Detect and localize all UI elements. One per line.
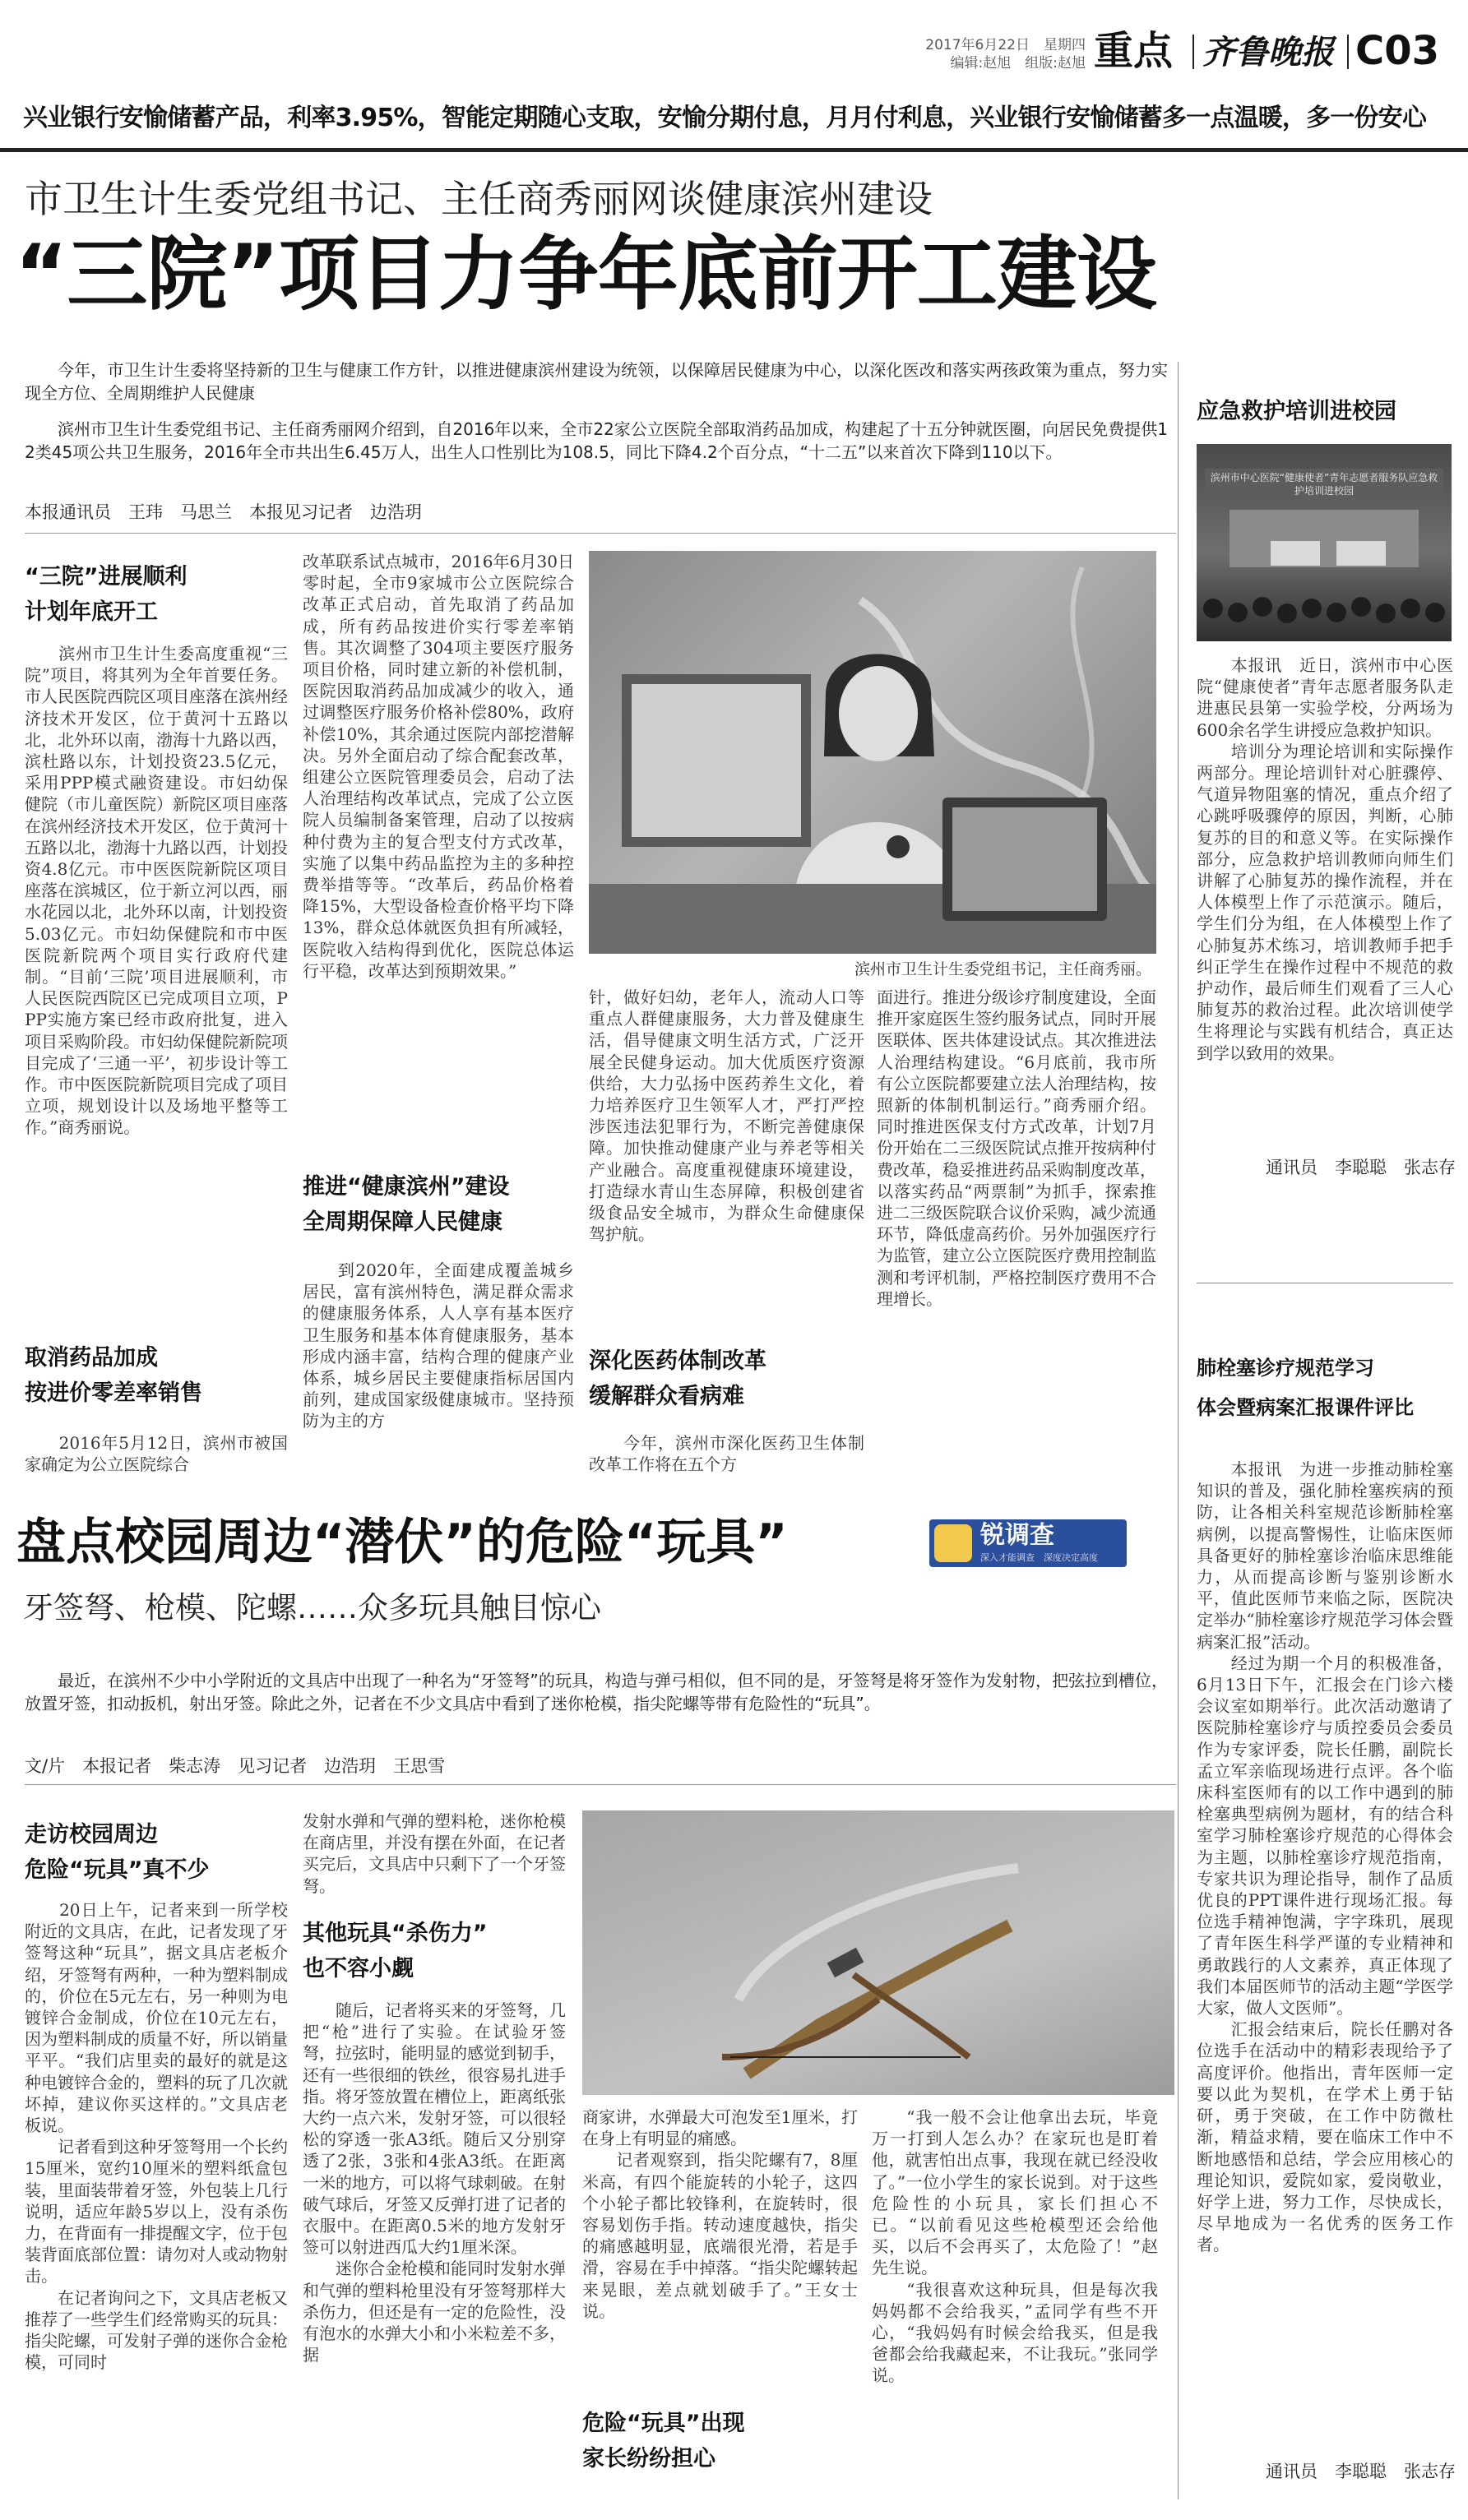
article1-col3-text: 针，做好妇幼，老年人，流动人口等重点人群健康服务，大力普及健康生活，倡导健康文明生活方式，广泛开展全民健身运动。加大优质医疗资源供给，大力弘扬中医药养生文化，着力培养医疗卫生领军人才，严打严控涉医违法犯罪行为，不断完善健康保障。加快推动健康产业与养老等相关产业融合。高度重视健康环境建设，打造绿水青山生态屏障，积极创建省级食品安全城市，为群众生命健康保驾护航。 [589, 987, 864, 1245]
article1-col3-tail: 今年，滨州市深化医药卫生体制改革工作将在五个方 [589, 1433, 864, 1475]
sidebar2-credit: 通讯员 李聪聪 张志存 [1266, 2462, 1456, 2481]
article2-col2-text: 发射水弹和气弹的塑料枪，迷你枪模在商店里，并没有摆在外面，在记者买完后，文具店中只剩下了一个牙签弩。 [303, 1811, 566, 1896]
article2-headline: 盘点校园周边“潜伏”的危险“玩具” [16, 1514, 788, 1571]
ad-banner: 兴业银行安愉储蓄产品，利率3.95%，智能定期随心支取，安愉分期付息，月月付利息，兴业银行安愉储蓄多一点温暖，多一份安心 [23, 104, 1427, 132]
masthead-divider [1347, 35, 1349, 69]
article2-col1-text: 20日上午，记者来到一所学校附近的文具店，在此，记者发现了牙签弩这种“玩具”，据文具店老板介绍，牙签弩有两种，一种为塑料制成的，价位在5元左右，另一种则为电镀锌合金制成，价位在10元左右，因为塑料制成的质量不好，所以销量平平。“我们店里卖的最好的就是这种电镀锌合金的，塑料的玩了几次就坏掉，建议你买这样的。”文具店老板说。 记者看到这种牙签弩用一个长约15厘米，宽约10厘米的塑料纸盒包装，里面装带着牙签，外包装上几行说明，适应年龄5岁以上，没有杀伤力，在背面有一排提醒文字，位于包装背面底部位置：请勿对人或动物射击。 在记者询问之下，文具店老板又推荐了一些学生们经常购买的玩具：指尖陀螺，可发射子弹的迷你合金枪模，可同时 [25, 1900, 288, 2373]
article1-kicker: 市卫生计生委党组书记、主任商秀丽网谈健康滨州建设 [25, 177, 933, 221]
article2-byline: 文/片 本报记者 柴志涛 见习记者 边浩玥 王思雪 [25, 1756, 446, 1776]
article2-byline-rule [25, 1784, 1176, 1785]
page-code: C03 [1355, 28, 1440, 74]
article1-headline: “三院”项目力争年底前开工建设 [15, 228, 1156, 321]
article2-subhead: 牙签弩、枪模、陀螺……众多玩具触目惊心 [23, 1590, 601, 1625]
article2-subhead-1: 走访校园周边 危险“玩具”真不少 [25, 1822, 210, 1883]
sidebar1-photo [1197, 444, 1452, 641]
article1-lead-p2: 滨州市卫生计生委党组书记、主任商秀丽网介绍到，自2016年以来，全市22家公立医院全部取消药品加成，构建起了十五分钟就医圈，向居民免费提供12类45项公共卫生服务，2016年全市共出生6.45万人，出生人口性别比为108.5，同比下降4.2个百分点，“十二五”以来首次下降到110以下。 [25, 419, 1168, 462]
article1-subhead-4: 深化医药体制改革 缓解群众看病难 [589, 1348, 766, 1409]
article1-subhead-2: 取消药品加成 按进价零差率销售 [25, 1345, 202, 1406]
article2-toy-crossbow-photo [582, 1810, 1174, 2095]
article1-col1-tail: 2016年5月12日，滨州市被国家确定为公立医院综合 [25, 1433, 288, 1475]
article1-lead-p1: 今年，市卫生计生委将坚持新的卫生与健康工作方针，以推进健康滨州建设为统领，以保障居民健康为中心，以深化医改和落实两孩政策为重点，努力实现全方位、全周期维护人民健康 [25, 360, 1168, 403]
article1-col2-text: 改革联系试点城市，2016年6月30日零时起，全市9家城市公立医院综合改革正式启动，首先取消了药品加成，所有药品按进价实行零差率销售。其次调整了304项主要医疗服务项目价格，同时建立新的补偿机制，医院因取消药品加成减少的收入，通过调整医疗服务价格补偿80%，政府补偿10%，其余通过医院内部挖潜解决。另外全面启动了综合配套改革，组建公立医院管理委员会，启动了法人治理结构改革试点，完成了公立医院人员编制备案管理，启动了以按病种付费为主的复合型支付方式改革，实施了以集中药品监控为主的多种控费举措等等。“改革后，药品价格着降15%，大型设备检查价格平均下降13%，群众总体就医负担有所减轻，医院收入结构得到优化，医院总体运行平稳，改革达到预期效果。” [303, 552, 574, 981]
banner-rule [0, 148, 1468, 152]
sidebar1-body: 本报讯 近日，滨州市中心医院“健康使者”青年志愿者服务队走进惠民县第一实验学校，分两场为600余名学生讲授应急救护知识。 培训分为理论培训和实际操作两部分。理论培训针对心脏骤停、气道异物阻塞的情况，重点介绍了心跳呼吸骤停的原因，判断，心肺复苏的目的和意义等。在实际操作部分，应急救护培训教师向师生们讲解了心肺复苏的操作流程，并在人体模型上作了示范演示。随后，学生们分为组，在人体模型上作了心肺复苏术练习，培训教师手把手纠正学生在操作过程中不规范的救护动作，最后师生们观看了三人心肺复苏的救治过程。此次培训使学生将理论与实践有机结合，真正达到学以致用的效果。 [1197, 655, 1453, 1063]
article2-subhead-2: 其他玩具“杀伤力” 也不容小觑 [303, 1921, 488, 1981]
section-label: 重点 [1094, 28, 1174, 74]
article1-photo-caption: 滨州市卫生计生委党组书记，主任商秀丽。 [854, 960, 1151, 978]
byline-rule [25, 533, 1176, 534]
page-date: 2017年6月22日 星期四 [925, 37, 1086, 53]
article1-subhead-1: “三院”进展顺利 计划年底开工 [25, 564, 188, 625]
article2-lead: 最近，在滨州不少中小学附近的文具店中出现了一种名为“牙签弩”的玩具，构造与弹弓相似，但不同的是，牙签弩是将牙签作为发射物，把弦拉到槽位，放置牙签，扣动扳机，射出牙签。除此之外，记者在不少文具店中看到了迷你枪模，指尖陀螺等带有危险性的“玩具”。 [25, 1671, 1168, 1713]
sidebar1-credit: 通讯员 李聪聪 张志存 [1266, 1158, 1456, 1177]
article1-byline: 本报通讯员 王玮 马思兰 本报见习记者 边浩玥 [25, 502, 422, 522]
paper-name: 齐鲁晚报 [1202, 33, 1334, 72]
article1-col4-text: 面进行。推进分级诊疗制度建设，全面推开家庭医生签约服务试点，同时开展医联体、医共体建设试点。其次推进法人治理结构建设。“6月底前，我市所有公立医院都要建立法人治理结构，按照新的体制机制运行。”商秀丽介绍。同时推进医保支付方式改革，计划7月份开始在二三级医院试点推开按病种付费改革，稳妥推进药品采购制度改革，以落实药品“两票制”为抓手，探索推进二三级医院联合议价采购，减少流通环节，降低虚高药价。另外加强医疗行为监管，建立公立医院医疗费用控制监测和考评机制，严格控制医疗费用不合理增长。 [877, 987, 1156, 1309]
masthead-divider [1192, 35, 1194, 69]
portrait-illustration [589, 551, 1156, 954]
article1-col2-tail: 到2020年，全面建成覆盖城乡居民，富有滨州特色，满足群众需求的健康服务体系，人人享有基本医疗卫生服务和基本体育健康服务，基本形成内涵丰富，结构合理的健康产业体系，城乡居民主要健康指标居国内前列，建成国家级健康城市。坚持预防为主的方 [303, 1260, 574, 1431]
badge-tagline: 深入才能调查 深度决定高度 [980, 1552, 1098, 1563]
sidebar1-title: 应急救护培训进校园 [1197, 399, 1396, 424]
crossbow-illustration [582, 1810, 1174, 2095]
page-editors: 编辑:赵旭 组版:赵旭 [950, 55, 1086, 72]
article1-portrait-photo [589, 551, 1156, 954]
magnifier-icon [934, 1524, 972, 1562]
article2-subhead-3: 危险“玩具”出现 家长纷纷担心 [582, 2411, 745, 2471]
badge-title: 锐调查 [980, 1521, 1054, 1550]
sidebar-divider [1178, 362, 1179, 2499]
article1-col1-text: 滨州市卫生计生委高度重视“三院”项目，将其列为全年首要任务。市人民医院西院区项目座落在滨州经济技术开发区，位于黄河十五路以北，北外环以南，渤海十九路以西，滨杜路以东，计划投资23.5亿元，采用PPP模式融资建设。市妇幼保健院（市儿童医院）新院区项目座落在滨州经济技术开发区，位于黄河十五路以北，渤海十九路以西，计划投资4.8亿元。市中医医院新院区项目座落在滨城区，位于新立河以西，丽水花园以北，北外环以南，计划投资5.03亿元。市妇幼保健院和市中医医院新院两个项目实行政府代建制。“目前‘三院’项目进展顺利，市人民医院西院区已完成项目立项，PPP实施方案已经市政府批复，进入项目采购阶段。市妇幼保健院新院项目完成了‘三通一平’，初步设计等工作。市中医医院新院项目完成了项目立项，规划设计以及场地平整等工作。”商秀丽说。 [25, 644, 288, 1138]
sidebar2-body: 本报讯 为进一步推动肺栓塞知识的普及，强化肺栓塞疾病的预防，让各相关科室规范诊断肺栓塞病例，以提高警惕性，让临床医师具备更好的肺栓塞诊治临床思维能力，从而提高诊断与鉴别诊断水平，值此医师节来临之际，医院决定举办“肺栓塞诊疗规范学习体会暨病案汇报”活动。 经过为期一个月的积极准备，6月13日下午，汇报会在门诊六楼会议室如期举行。此次活动邀请了医院肺栓塞诊疗与质控委员会委员作为专家评委，院长任鹏，副院长孟立军亲临现场进行点评。各个临床科室医师有的以工作中遇到的肺栓塞典型病例为题材，有的结合科室学习肺栓塞诊疗规范的心得体会为主题，以肺栓塞诊疗规范指南，专家共识为理论指导，制作了品质优良的PPT课件进行现场汇报。每位选手精神饱满，字字珠玑，展现了青年医生科学严谨的专业精神和勇敢践行的人文素养，真正体现了我们本届医师节的活动主题“学医学大家，做人文医师”。 汇报会结束后，院长任鹏对各位选手在活动中的精彩表现给予了高度评价。他指出，青年医师一定要以此为契机，在学术上勇于钻研，勇于突破，在工作中防微杜渐，精益求精，要在临床工作中不断地感悟和总结，学会应用核心的理论知识，爱院如家，爱岗敬业，好学上进，努力工作，尽快成长，尽早地成为一名优秀的医务工作者。 [1197, 1459, 1453, 2255]
article2-col2-rest: 随后，记者将买来的牙签弩，几把“枪”进行了实验。在试验牙签弩，拉弦时，能明显的感觉到韧手，还有一些很细的铁丝，很容易扎进手指。将牙签放置在槽位上，距离纸张大约一点六米，发射牙签，可以很轻松的穿透一张A3纸。随后又分别穿透了2张，3张和4张A3纸。在距离一米的地方，可以将气球刺破。在射破气球后，牙签又反弹打进了记者的衣服中。在距离0.5米的地方发射牙签可以射进西瓜大约1厘米深。 迷你合金枪模和能同时发射水弹和气弹的塑料枪里没有牙签弩那样大杀伤力，但还是有一定的危险性，没有泡水的水弹大小和小米粒差不多，据 [303, 2000, 566, 2365]
sidebar2-title: 肺栓塞诊疗规范学习 体会暨病案汇报课件评比 [1197, 1357, 1414, 1419]
training-crowd-illustration [1197, 444, 1452, 641]
article1-subhead-3: 推进“健康滨州”建设 全周期保障人民健康 [303, 1174, 510, 1235]
article2-col4-text: “我一般不会让他拿出去玩，毕竟万一打到人怎么办？在家玩也是盯着他，就害怕出点事，我现在就已经没收了。”一位小学生的家长说到。对于这些危险性的小玩具，家长们担心不已。“以前看见这些枪模型还会给他买，以后不会再买了，太危险了！”赵先生说。 “我很喜欢这种玩具，但是每次我妈妈都不会给我买，”孟同学有些不开心，“我妈妈有时候会给我买，但是我爸都会给我藏起来，不让我玩。”张同学说。 [872, 2107, 1158, 2386]
sidebar1-photo-banner: 滨州市中心医院“健康使者”青年志愿者服务队应急救护培训进校园 [1205, 469, 1443, 500]
article2-investigation-badge [929, 1519, 1127, 1567]
article2-col3-text: 商家讲，水弹最大可泡发至1厘米，打在身上有明显的痛感。 记者观察到，指尖陀螺有7，8厘米高，有四个能旋转的小轮子，这四个小轮子都比较锋利，在旋转时，很容易划伤手指。转动速度越快，指尖的痛感越明显，底端很光滑，若是手滑，容易在手中掉落。“指尖陀螺转起来晃眼，差点就划破手了。”王女士说。 [582, 2107, 858, 2321]
